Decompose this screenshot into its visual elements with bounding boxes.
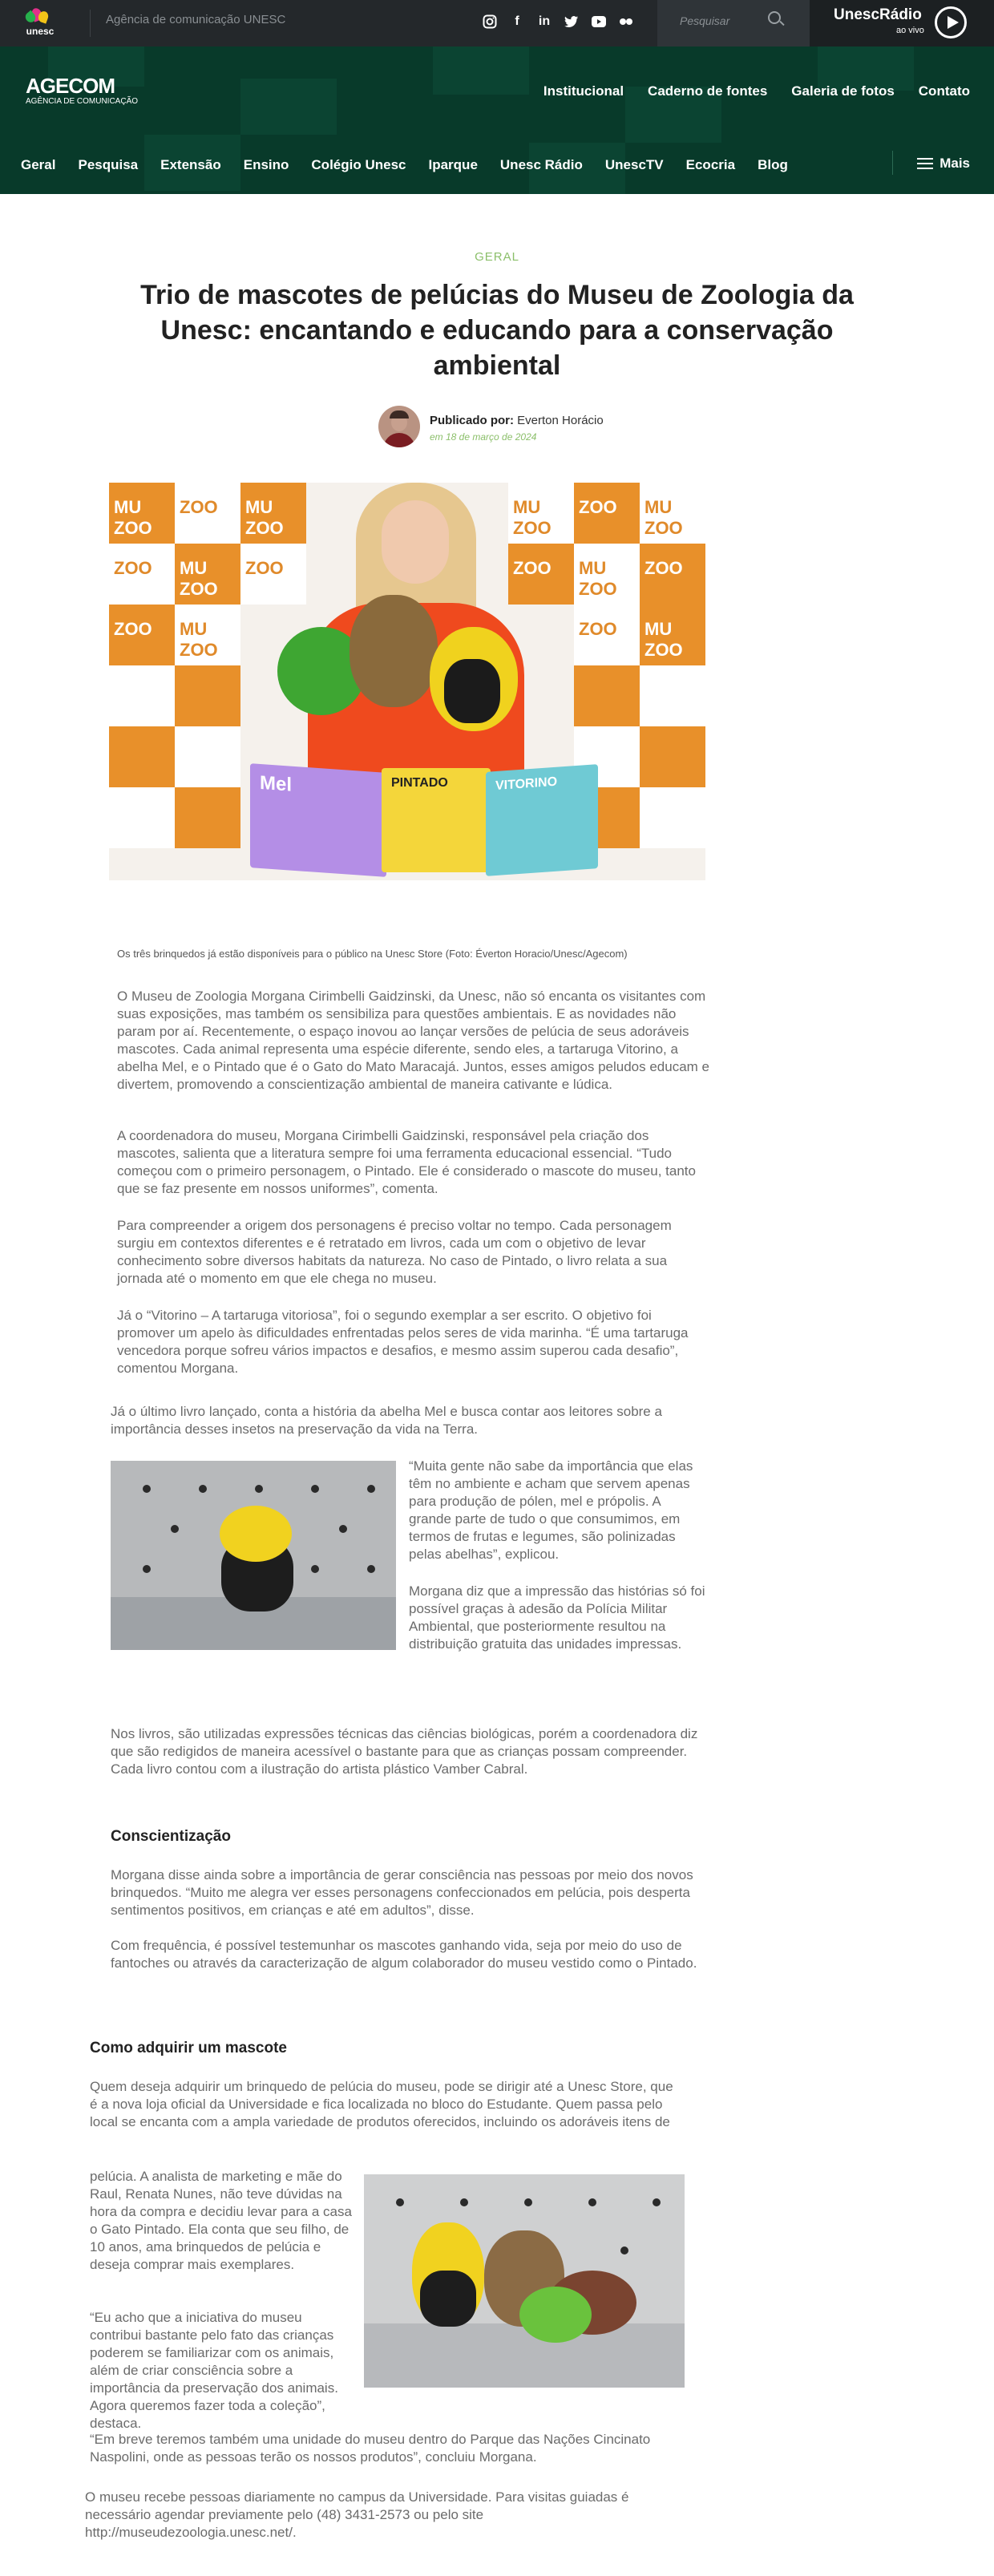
image-caption: Os três brinquedos já estão disponíveis para o público na Unesc Store (Foto: Éverton Horacio/Unesc/Agecom)	[117, 948, 628, 960]
cat-extensao[interactable]: Extensão	[160, 157, 221, 172]
book-mel: Mel	[250, 763, 386, 877]
site-header	[0, 47, 994, 194]
plush-mascots-photo	[364, 2174, 685, 2388]
agecom-logo-subtitle: AGÊNCIA DE COMUNICAÇÃO	[26, 97, 139, 106]
paragraph-7: Morgana diz que a impressão das histórias só foi possível graças à adesão da Polícia Militar Ambiental, que posteriormente resultou na distribuição gratuita das unidades impressas.	[409, 1583, 705, 1652]
agecom-logo[interactable]	[26, 74, 138, 106]
cat-pesquisa[interactable]: Pesquisa	[78, 157, 139, 172]
author-name[interactable]: Everton Horácio	[517, 414, 604, 427]
radio-subtitle: ao vivo	[896, 26, 924, 35]
youtube-icon[interactable]	[590, 13, 608, 30]
flickr-icon[interactable]	[617, 13, 635, 30]
instagram-icon[interactable]	[481, 13, 499, 30]
linkedin-icon[interactable]: in	[538, 14, 551, 28]
unesc-logo[interactable]	[22, 8, 55, 40]
nav-galeria-de-fotos[interactable]: Galeria de fotos	[791, 83, 895, 99]
heading-conscientizacao: Conscientização	[111, 1828, 231, 1845]
cat-iparque[interactable]: Iparque	[428, 157, 478, 172]
book-pintado: PINTADO	[382, 768, 491, 872]
facebook-icon[interactable]: f	[515, 14, 519, 28]
paragraph-9: Morgana disse ainda sobre a importância de gerar consciência nas pessoas por meio dos novos brinquedos. “Muito me alegra ver esses personagens confeccionados em pelúcia, pois desperta sentimentos positivos, em crianças e até em adultos”, disse.	[111, 1867, 693, 1918]
search-icon[interactable]	[768, 11, 781, 24]
more-menu-button[interactable]	[917, 156, 970, 172]
nav-contato[interactable]: Contato	[918, 83, 970, 99]
paragraph-11: Quem deseja adquirir um brinquedo de pelúcia do museu, pode se dirigir até a Unesc Store, que é a nova loja oficial da Universidade e fica localizada no bloco do Estudante. Quem passa pelo local se encanta com a ampla variedade de produtos oferecidos, incluindo os adoráveis itens de	[90, 2079, 673, 2129]
search-box[interactable]	[657, 0, 810, 47]
paragraph-8: Nos livros, são utilizadas expressões técnicas das ciências biológicas, porém a coordenadora diz que são redigidos de maneira acessível o bastante para que as crianças possam compreender. Cada livro contou com a ilustração do artista plástico Vamber Cabral.	[111, 1726, 698, 1777]
avatar	[378, 406, 420, 447]
bee-plush-photo	[111, 1461, 396, 1650]
paragraph-15: O museu recebe pessoas diariamente no campus da Universidade. Para visitas guiadas é necessário agendar previamente pelo (48) 3431-2573 ou pelo site http://museudezoologia.unesc.net/.	[85, 2489, 629, 2540]
nav-caderno-de-fontes[interactable]: Caderno de fontes	[648, 83, 768, 99]
social-links	[481, 10, 635, 34]
article-category[interactable]: GERAL	[475, 250, 519, 264]
article-title: Trio de mascotes de pelúcias do Museu de Zoologia da Unesc: encantando e educando para a conservação ambiental	[140, 280, 854, 381]
twitter-icon[interactable]	[563, 13, 580, 30]
paragraph-13: “Eu acho que a iniciativa do museu contribui bastante pelo fato das crianças poderem se familiarizar com os animais, além de criar consciência sobre a importância da preservação dos animais. Agora queremos fazer toda a coleção”, destaca.	[90, 2310, 338, 2431]
paragraph-1: O Museu de Zoologia Morgana Cirimbelli Gaidzinski, da Unesc, não só encanta os visitantes com suas exposições, mas também os sensibiliza para questões ambientais. E as novidades não param por aí. Recentemente, o espaço inovou ao lançar versões de pelúcia de seus adoráveis mascotes. Cada animal representa uma espécie diferente, sendo eles, a tartaruga Vitorino, a abelha Mel, e o Pintado que é o Gato do Mato Maracajá. Juntos, esses amigos peludos educam e divertem, promovendo a conscientização ambiental de maneira cativante e lúdica.	[117, 989, 710, 1092]
cat-geral[interactable]: Geral	[21, 157, 56, 172]
paragraph-4: Já o “Vitorino – A tartaruga vitoriosa”, foi o segundo exemplar a ser escrito. O objetivo foi promover um apelo às dificuldades enfrentadas pelos seres de vida marinha. “É uma tartaruga vencedora porque sofreu vários impactos e desafios, e mesmo assim superou cada desafio”, comentou Morgana.	[117, 1308, 689, 1376]
cat-colegio-unesc[interactable]: Colégio Unesc	[311, 157, 406, 172]
paragraph-6: “Muita gente não sabe da importância que elas têm no ambiente e acham que servem apenas para produção de pólen, mel e própolis. A grande parte de tudo o que consumimos, em termos de frutas e legumes, são polinizadas pelas abelhas”, explicou.	[409, 1458, 693, 1562]
top-bar	[0, 0, 994, 47]
divider	[90, 10, 91, 37]
paragraph-5: Já o último livro lançado, conta a história da abelha Mel e busca contar aos leitores sobre a importância desses insetos na preservação da vida na Terra.	[111, 1404, 662, 1437]
paragraph-10: Com frequência, é possível testemunhar os mascotes ganhando vida, seja por meio do uso de fantoches ou através da caracterização de algum colaborador do museu vestido como o Pintado.	[111, 1938, 697, 1971]
category-nav	[21, 157, 788, 173]
main-nav	[543, 83, 970, 99]
author-line	[430, 414, 604, 427]
cat-blog[interactable]: Blog	[758, 157, 788, 172]
search-input[interactable]: Pesquisar	[680, 14, 730, 27]
paragraph-12: pelúcia. A analista de marketing e mãe do Raul, Renata Nunes, não teve dúvidas na hora da compra e decidiu levar para a casa o Gato Pintado. Ela conta que seu filho, de 10 anos, ama brinquedos de pelúcia e deseja comprar mais exemplares.	[90, 2169, 352, 2272]
hero-image: MU ZOO ZOO MU ZOO ZOO MU ZOO ZOO ZOO MU ZOO MU ZOO ZOO MU ZOO ZOO MU ZOO ZOO ZOO MU ZOO Mel PINTADO VITORINO	[109, 483, 705, 880]
paragraph-3: Para compreender a origem dos personagens é preciso voltar no tempo. Cada personagem surgiu em contextos diferentes e é retratado em livros, cada um com o objetivo de levar conhecimento sobre diversos habitats da natureza. No caso de Pintado, o livro relata a sua jornada até o momento em que ele chega no museu.	[117, 1218, 672, 1286]
cat-unesctv[interactable]: UnescTV	[604, 157, 664, 172]
divider	[892, 151, 893, 175]
play-icon[interactable]	[935, 6, 967, 38]
agency-label: Agência de comunicação UNESC	[106, 13, 286, 26]
publish-date: em 18 de março de 2024	[430, 431, 537, 443]
unesc-radio-live[interactable]	[810, 0, 994, 47]
heading-como-adquirir: Como adquirir um mascote	[90, 2040, 287, 2056]
unesc-logo-text: unesc	[26, 26, 55, 37]
cat-ecocria[interactable]: Ecocria	[685, 157, 736, 172]
hamburger-icon	[917, 158, 933, 169]
nav-institucional[interactable]: Institucional	[543, 83, 624, 99]
radio-title: UnescRádio	[834, 6, 922, 23]
cat-unesc-radio[interactable]: Unesc Rádio	[499, 157, 583, 172]
more-label: Mais	[939, 156, 970, 171]
book-vitorino: VITORINO	[486, 764, 598, 876]
cat-ensino[interactable]: Ensino	[243, 157, 289, 172]
paragraph-14: “Em breve teremos também uma unidade do museu dentro do Parque das Nações Cincinato Naspolini, onde as pessoas terão os nossos produtos”, concluiu Morgana.	[90, 2432, 651, 2465]
paragraph-2: A coordenadora do museu, Morgana Cirimbelli Gaidzinski, responsável pela criação dos mascotes, salienta que a literatura sempre foi uma ferramenta educacional essencial. “Tudo começou com o primeiro personagem, o Pintado. Ele é considerado o mascote do museu, tanto que se faz presente em nossos uniformes”, comenta.	[117, 1128, 696, 1196]
author-label: Publicado por:	[430, 414, 514, 427]
agecom-logo-text: AGECOM	[26, 74, 115, 98]
